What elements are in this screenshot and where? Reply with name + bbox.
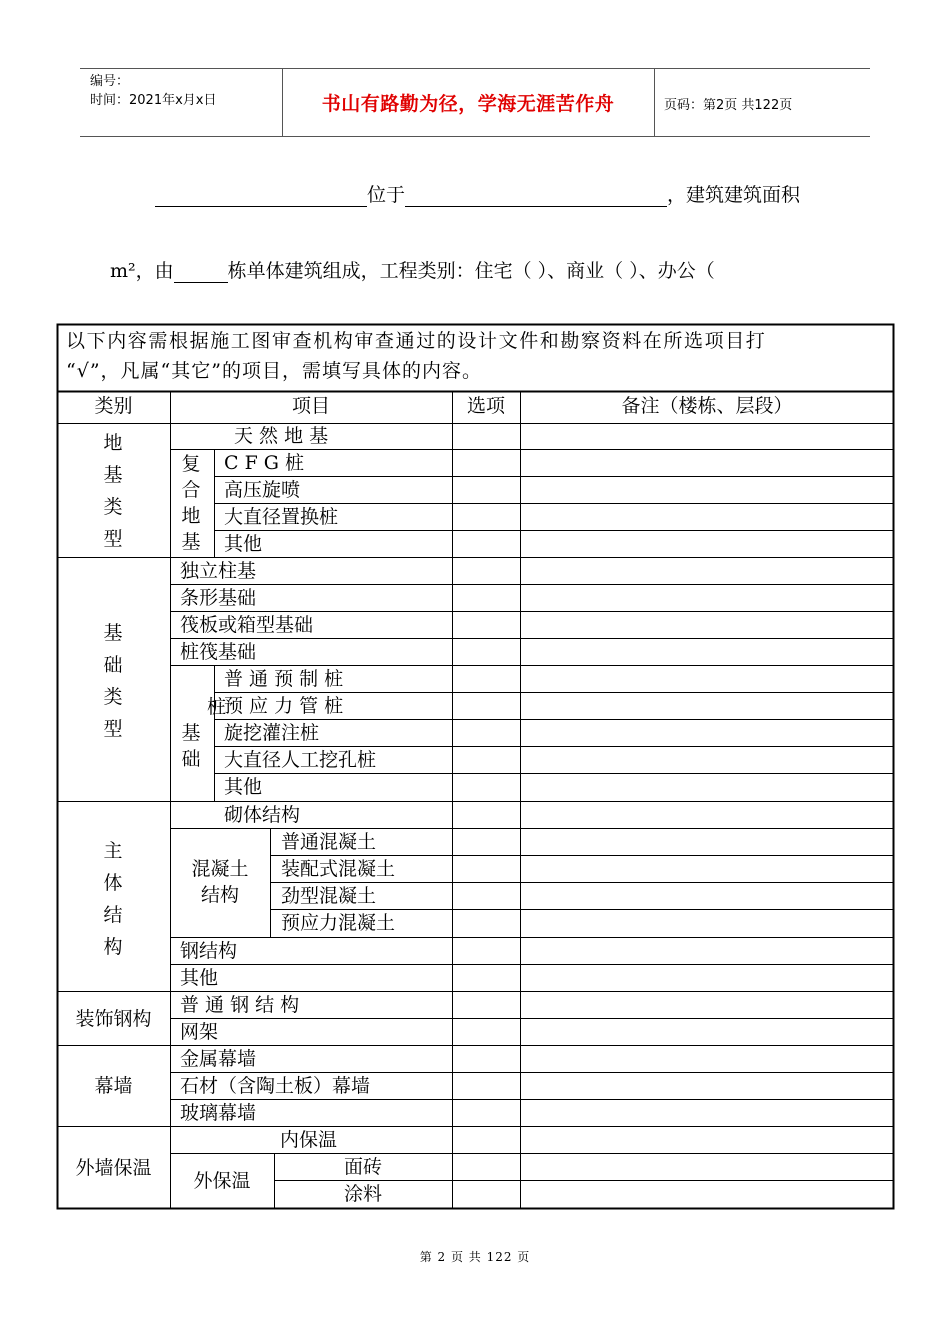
category-foundation-type: 基 础 类 型: [103, 622, 123, 740]
label-pile-foundation: 桩 基 础: [181, 696, 227, 770]
label-concrete-structure: 混凝土: [191, 858, 249, 880]
item-precast-pile: 普 通 预 制 桩: [224, 668, 344, 690]
item-isolated-footing: 独立柱基: [180, 560, 257, 582]
label-concrete-structure: 结构: [200, 884, 239, 906]
area-text: ，建筑建筑面积: [667, 184, 801, 206]
header-page-info: 页码：第2页 共122页: [664, 98, 793, 113]
number-label: 编号：: [90, 74, 130, 89]
item-raft-box-foundation: 筏板或箱型基础: [180, 614, 314, 636]
item-steel-structure: 钢结构: [180, 940, 238, 962]
item-large-diameter-replacement: 大直径置换桩: [224, 506, 339, 528]
item-other: 其他: [224, 533, 263, 555]
label-composite-foundation: 复 合 地 基: [181, 453, 201, 553]
item-strip-foundation: 条形基础: [180, 587, 257, 609]
unit-text: m²，由: [110, 260, 174, 282]
instruction-line-2: “√”，凡属“其它”的项目，需填写具体的内容。: [66, 360, 482, 382]
item-natural-foundation: 天 然 地 基: [234, 425, 329, 447]
item-prestressed-concrete: 预应力混凝土: [281, 912, 396, 934]
item-ordinary-steel: 普 通 钢 结 构: [180, 994, 300, 1016]
instruction-line-1: 以下内容需根据施工图审查机构审查通过的设计文件和勘察资料在所选项目打: [66, 330, 767, 352]
category-wall-insulation: 外墙保温: [75, 1157, 152, 1179]
item-glass-curtain-wall: 玻璃幕墙: [180, 1102, 257, 1124]
header-category: 类别: [94, 395, 133, 417]
item-ordinary-concrete: 普通混凝土: [281, 831, 377, 853]
item-masonry: 砌体结构: [224, 804, 301, 826]
item-other: 其他: [180, 967, 219, 989]
item-stone-curtain-wall: 石材（含陶土板）幕墙: [180, 1075, 371, 1097]
item-steel-reinforced-concrete: 劲型混凝土: [281, 885, 377, 907]
composed-text: 栋单体建筑组成，工程类别：住宅（ ）、商业（ ）、办公（: [227, 260, 715, 282]
motto: 书山有路勤为径，学海无涯苦作舟: [321, 93, 615, 115]
header-item: 项目: [291, 395, 330, 417]
category-curtain-wall: 幕墙: [94, 1075, 133, 1097]
header-remark: 备注（楼栋、层段）: [621, 395, 793, 417]
item-metal-curtain-wall: 金属幕墙: [180, 1048, 257, 1070]
item-prefab-concrete: 装配式混凝土: [281, 858, 396, 880]
item-tile-finish: 面砖: [343, 1156, 382, 1178]
located-text: 位于: [367, 184, 406, 206]
category-decorative-steel: 装饰钢构: [75, 1008, 152, 1030]
item-pile-raft: 桩筏基础: [180, 641, 257, 663]
item-internal-insulation: 内保温: [280, 1129, 338, 1151]
item-prestressed-pipe-pile: 预 应 力 管 桩: [224, 695, 344, 717]
category-foundation-soil: 地 基 类 型: [103, 432, 123, 550]
item-rotary-bored-pile: 旋挖灌注桩: [224, 722, 320, 744]
page-footer: 第 2 页 共 122 页: [419, 1250, 531, 1264]
item-cfg-pile: C F G 桩: [224, 452, 305, 474]
item-manual-dug-pile: 大直径人工挖孔桩: [224, 749, 377, 771]
item-other: 其他: [224, 776, 263, 798]
item-space-frame: 网架: [180, 1021, 219, 1043]
category-main-structure: 主 体 结 构: [103, 840, 123, 958]
header-option: 选项: [466, 395, 505, 417]
time-label: 时间：2021年x月x日: [90, 93, 217, 108]
item-paint-finish: 涂料: [343, 1183, 382, 1205]
item-high-pressure-jet: 高压旋喷: [224, 479, 301, 501]
label-external-insulation: 外保温: [193, 1170, 251, 1192]
